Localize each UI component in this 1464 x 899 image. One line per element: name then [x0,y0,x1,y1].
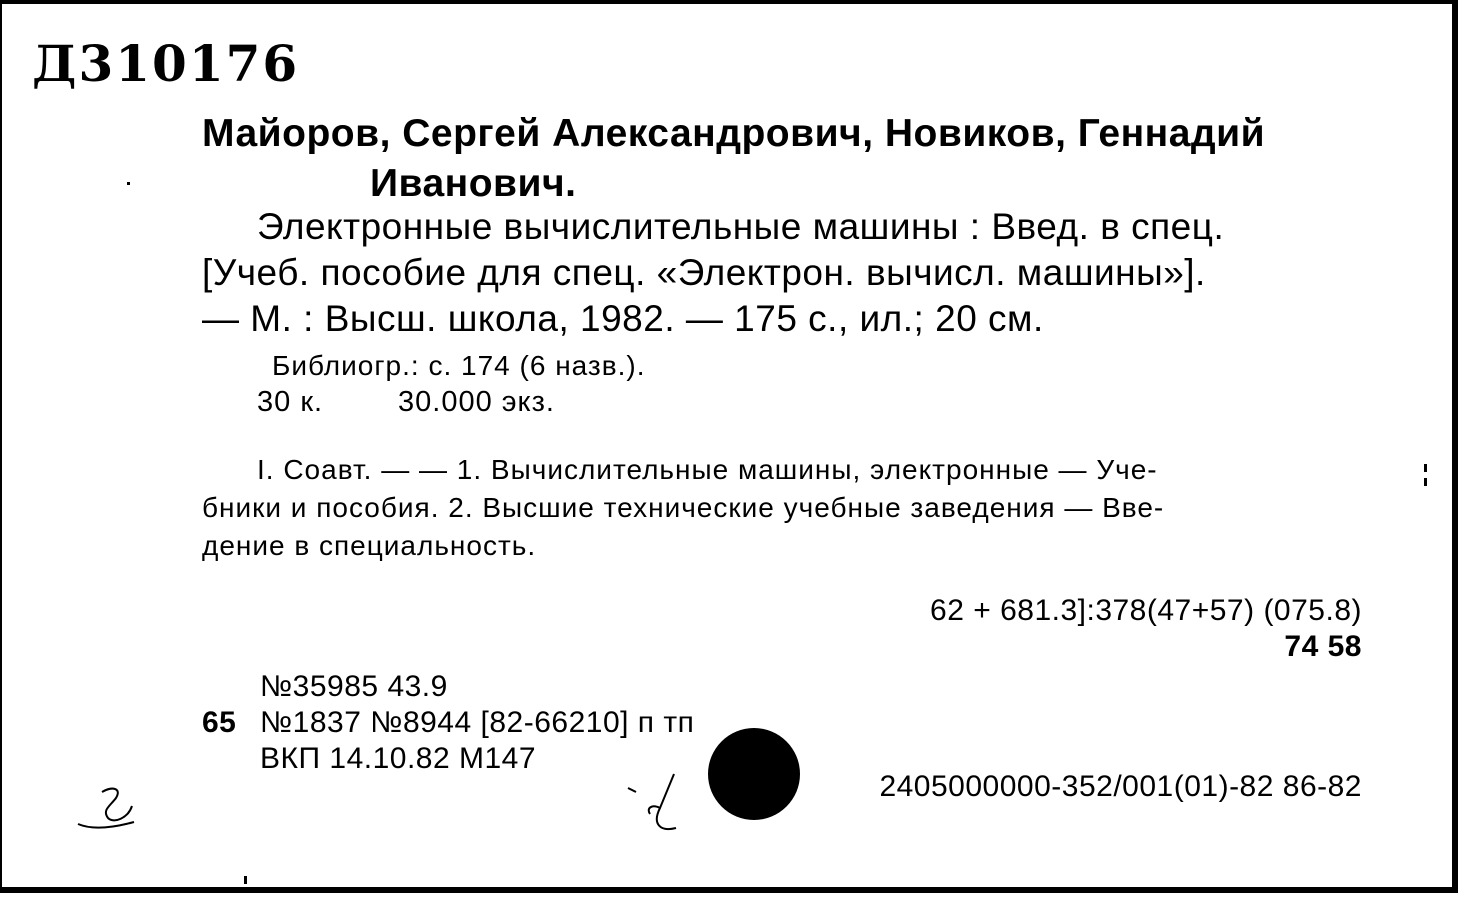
speck-mark [127,182,130,185]
order-line-3: ВКП 14.10.82 М147 [260,742,537,775]
speck-mark [244,876,247,884]
subjects-line-2: бники и пособия. 2. Высшие технические учебные заведения — Вве- [202,492,1165,523]
print-run: 30.000 экз. [398,386,555,418]
subjects-line-3: дение в специальность. [202,530,537,561]
title-line-2: [Учеб. пособие для спец. «Электрон. вычисл. машины»]. [202,252,1206,293]
price: 30 к. [257,386,324,418]
isbn-code: 2405000000-352/001(01)-82 86-82 [879,770,1362,803]
edge-mark [1424,464,1427,472]
subjects-line-1: I. Соавт. — — 1. Вычислительные машины, электронные — Уче- [257,454,1158,485]
udc-classification: 62 + 681.3]:378(47+57) (075.8) [930,594,1362,627]
call-number: Д310176 [32,34,300,93]
bibliography-note: Библиогр.: с. 174 (6 назв.). [272,350,646,381]
authors-line-2: Иванович. [370,162,577,205]
handwritten-mark-left [72,784,152,834]
udc-code: 74 58 [1284,630,1362,663]
order-line-1: №35985 43.9 [260,670,448,703]
edge-mark [1424,478,1427,486]
title-line-1: Электронные вычислительные машины : Введ. в спец. [257,206,1225,247]
order-line-2: №1837 №8944 [82-66210] п тп [260,706,695,739]
order-prefix: 65 [202,706,237,739]
handwritten-mark-right [624,768,694,838]
punched-hole-dot [708,728,800,820]
title-line-3: — М. : Высш. школа, 1982. — 175 с., ил.; 20 см. [202,298,1044,339]
authors-line-1: Майоров, Сергей Александрович, Новиков, Геннадий [202,112,1266,155]
